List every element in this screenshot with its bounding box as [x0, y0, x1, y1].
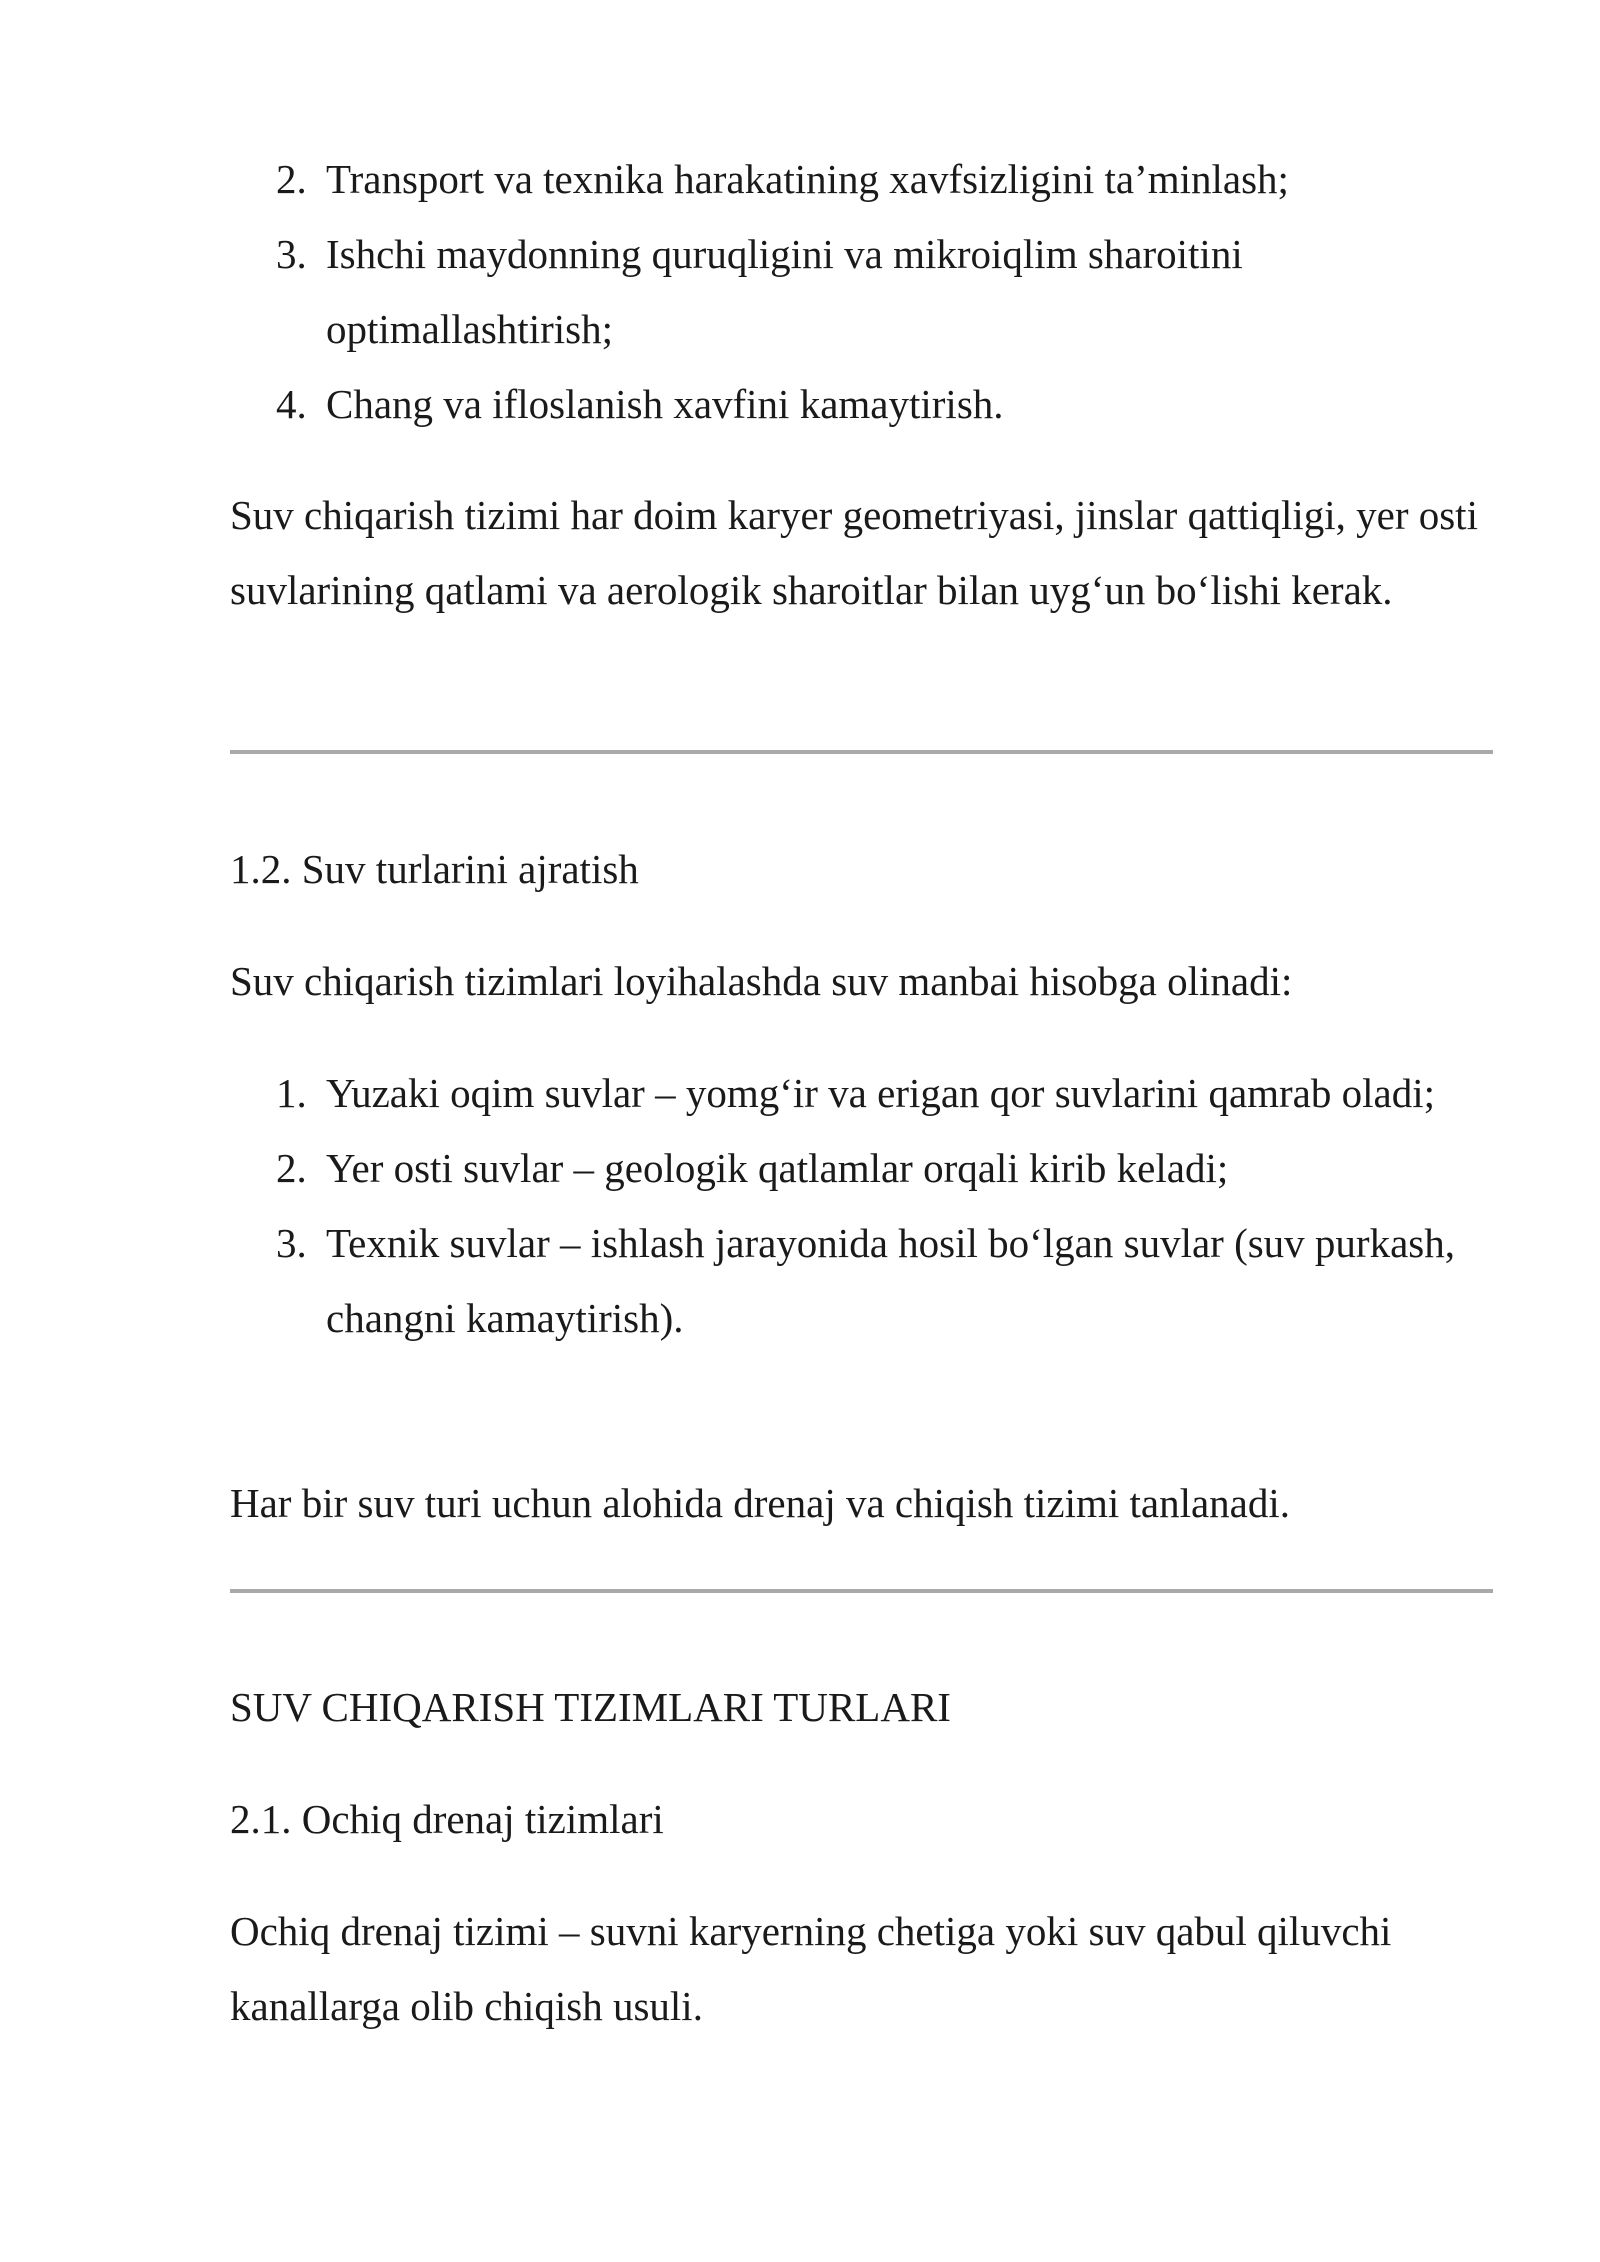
section-intro-block: [230, 944, 1490, 1019]
water-types-list: [230, 1056, 1490, 1356]
paragraph: Suv chiqarish tizimi har doim karyer geometriyasi, jinslar qattiqligi, yer osti suvlarining qatlami va aerologik sharoitlar bilan uyg‘un bo‘lishi kerak.: [230, 492, 1478, 613]
list-item-number: 4.: [276, 381, 307, 427]
chapter-heading-block: [230, 1670, 1490, 1745]
list-item-text: Transport va texnika harakatining xavfsizligini ta’minlash;: [326, 156, 1289, 202]
section-outro-block: [230, 1466, 1490, 1541]
list-item-number: 1.: [276, 1070, 307, 1116]
horizontal-divider: [230, 750, 1493, 754]
paragraph-block: [230, 478, 1480, 628]
section-heading-block: [230, 832, 1490, 907]
chapter-heading: SUV CHIQARISH TIZIMLARI TURLARI: [230, 1684, 951, 1730]
subsection-heading: 2.1. Ochiq drenaj tizimlari: [230, 1796, 664, 1842]
list-item-number: 3.: [276, 1220, 307, 1266]
list-item: [230, 1056, 1456, 1131]
goals-list: [230, 142, 1490, 442]
chapter-paragraph-block: [230, 1894, 1480, 2044]
list-item-text: Yer osti suvlar – geologik qatlamlar orqali kirib keladi;: [326, 1145, 1229, 1191]
horizontal-divider: [230, 1589, 1493, 1593]
goals-list-block: [230, 142, 1490, 442]
list-item: [230, 142, 1490, 217]
section-intro: Suv chiqarish tizimlari loyihalashda suv manbai hisobga olinadi:: [230, 958, 1293, 1004]
list-item-text: Chang va ifloslanish xavfini kamaytirish.: [326, 381, 1004, 427]
list-item-text: Ishchi maydonning quruqligini va mikroiqlim sharoitini optimallashtirish;: [326, 231, 1243, 352]
section-outro: Har bir suv turi uchun alohida drenaj va chiqish tizimi tanlanadi.: [230, 1480, 1291, 1526]
list-item-number: 3.: [276, 231, 307, 277]
section-heading: 1.2. Suv turlarini ajratish: [230, 846, 639, 892]
list-item-number: 2.: [276, 1145, 307, 1191]
chapter-paragraph: Ochiq drenaj tizimi – suvni karyerning chetiga yoki suv qabul qiluvchi kanallarga olib chiqish usuli.: [230, 1908, 1392, 2029]
list-item: [230, 367, 1490, 442]
list-item-text: Yuzaki oqim suvlar – yomg‘ir va erigan qor suvlarini qamrab oladi;: [326, 1070, 1436, 1116]
list-item-number: 2.: [276, 156, 307, 202]
list-item: [230, 217, 1400, 367]
list-item: [230, 1131, 1490, 1206]
water-types-list-block: [230, 1056, 1490, 1356]
list-item: [230, 1206, 1456, 1356]
list-item-text: Texnik suvlar – ishlash jarayonida hosil bo‘lgan suvlar (suv purkash, changni kamaytirish).: [326, 1220, 1455, 1341]
subsection-heading-block: [230, 1782, 1490, 1857]
